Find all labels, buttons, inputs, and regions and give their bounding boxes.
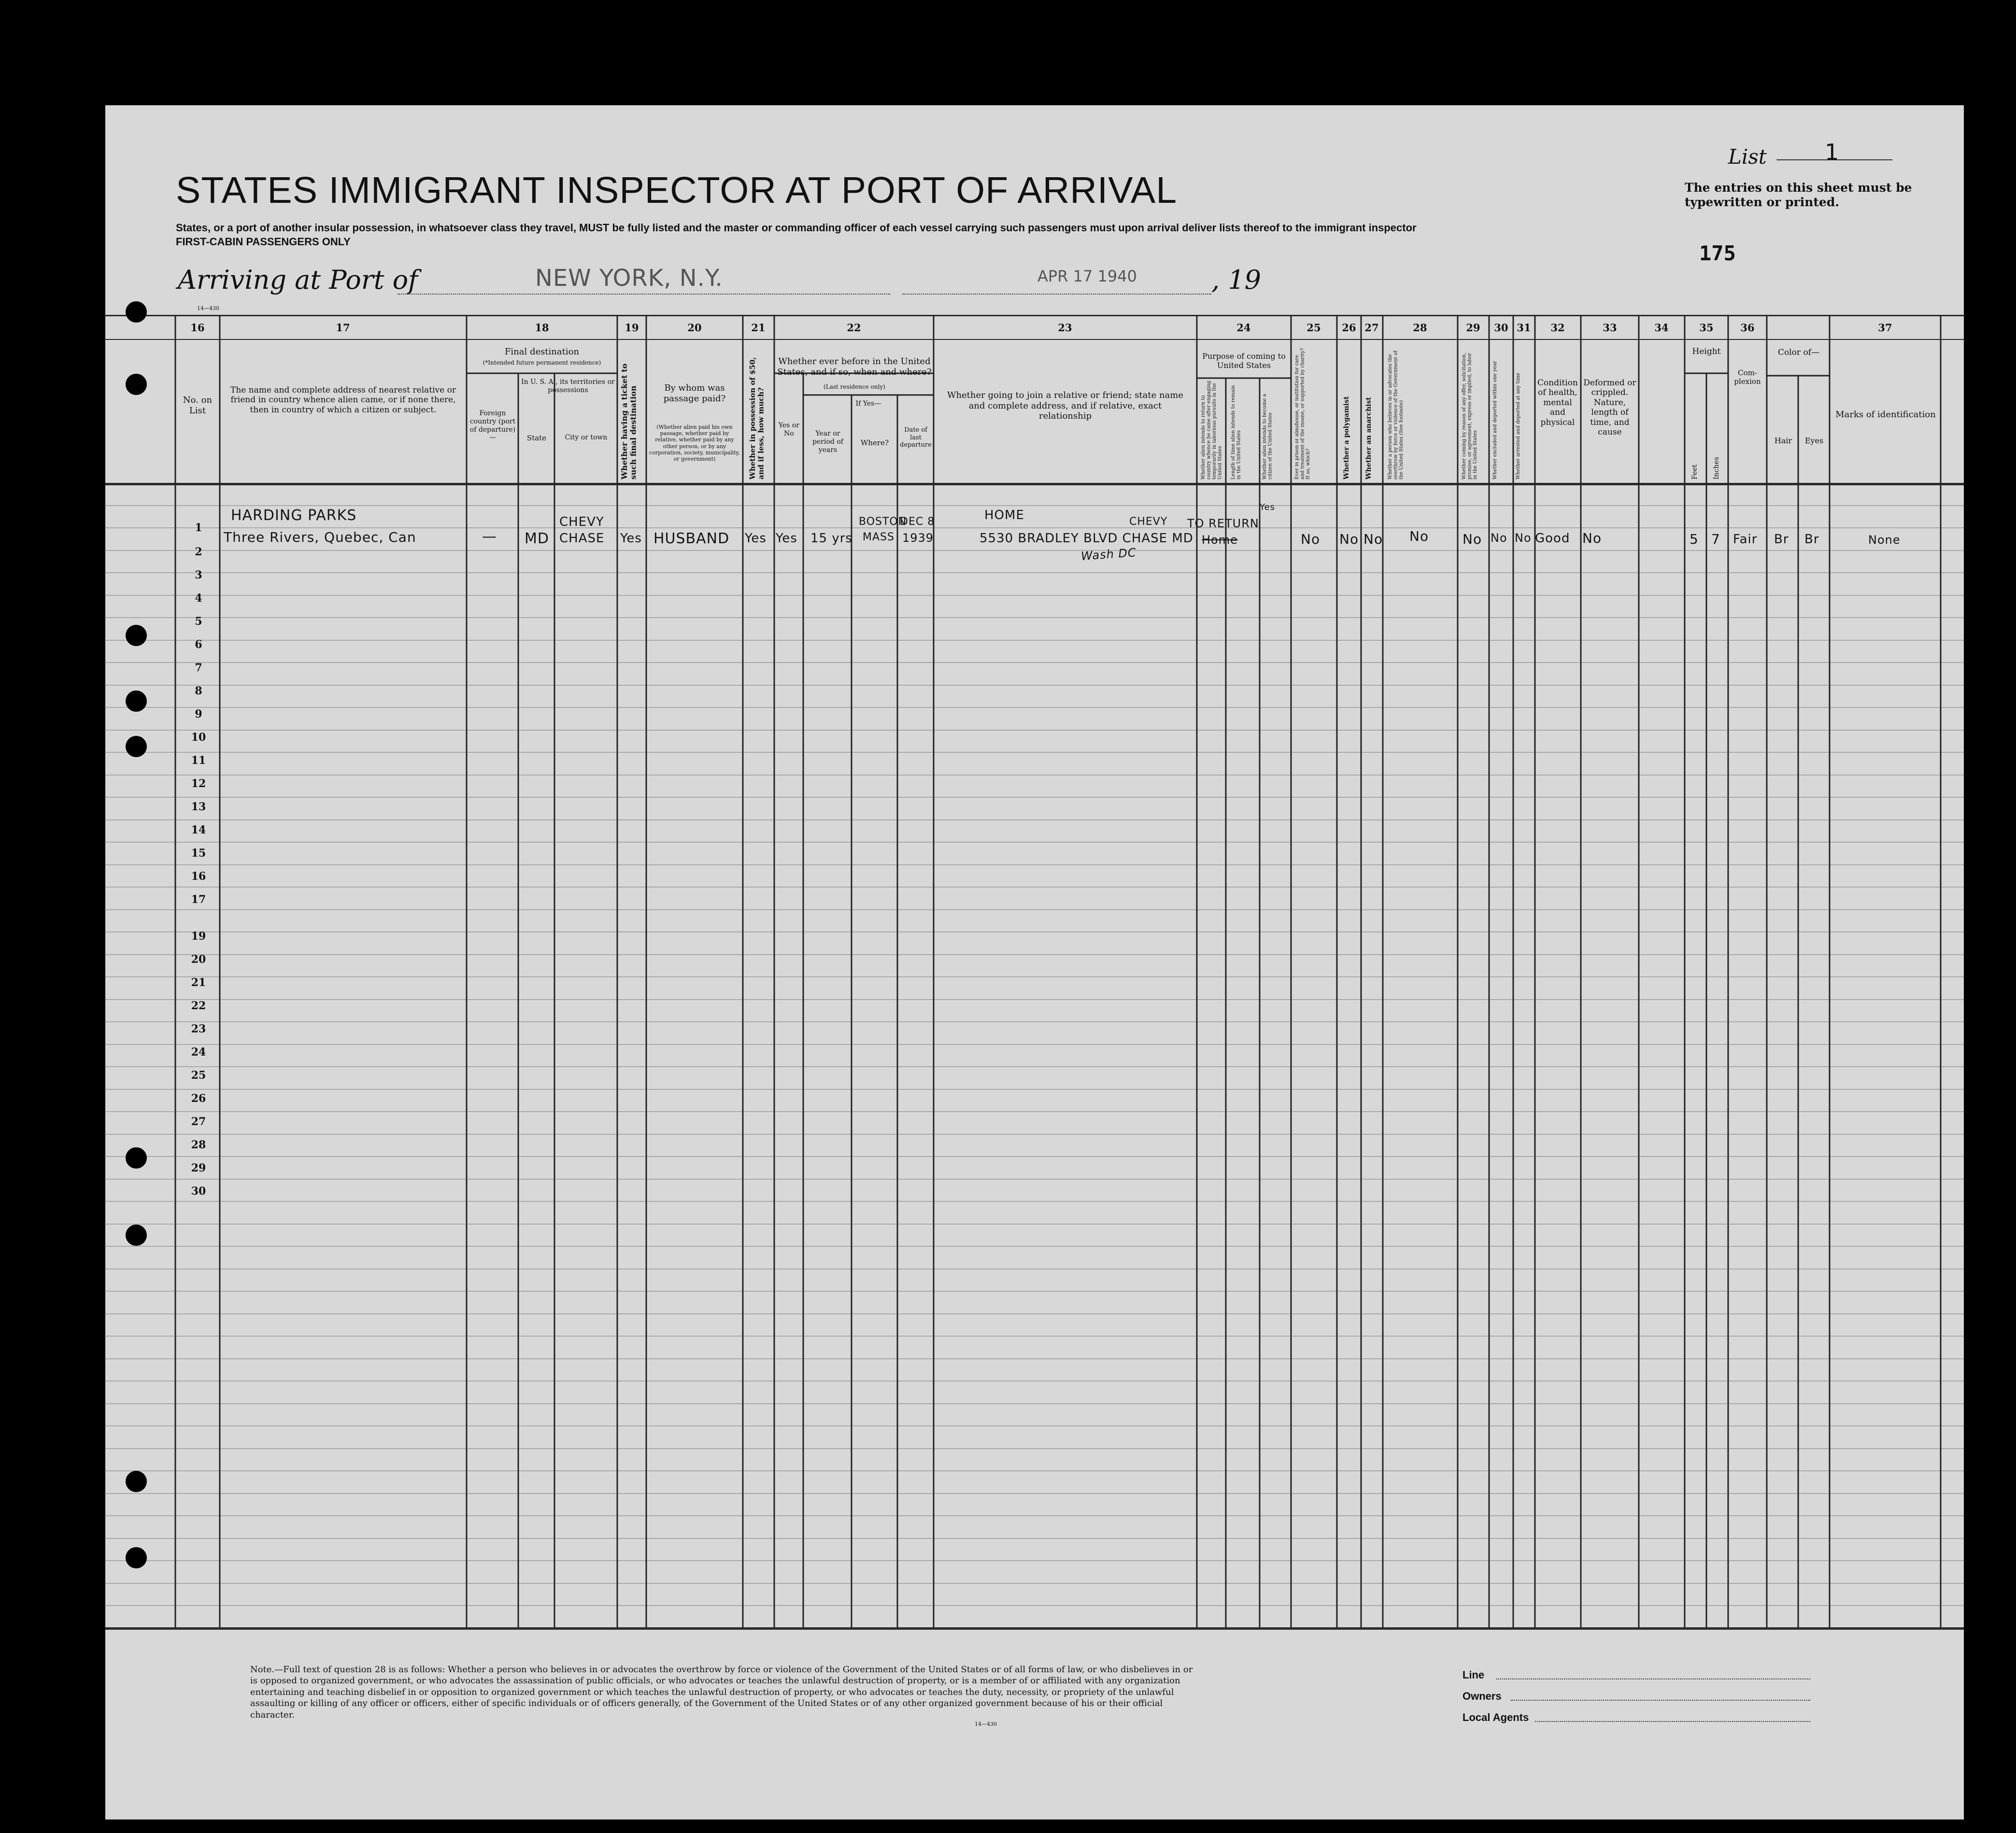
- footer-line-label: Line: [1462, 1669, 1485, 1681]
- header-passage-paid-note: (Whether alien paid his own passage, whether paid by relative, whether paid by any other person, or by any corporation, society, municipality, or government): [649, 424, 740, 462]
- footer-form-number: 14—430: [975, 1721, 997, 1727]
- arriving-label: Arriving at Port of: [178, 265, 418, 295]
- binder-hole: [126, 1471, 147, 1492]
- header-prison: Ever in prison or almshouse, or institution for care and treatment of the insane, or supported by charity? If so, which?: [1294, 348, 1311, 479]
- class-line: FIRST-CABIN PASSENGERS ONLY: [176, 236, 351, 248]
- manifest-sheet: [105, 105, 1964, 1819]
- header-year-period: Year or period of years: [812, 430, 843, 454]
- entry-purpose-yes: Yes: [1260, 502, 1276, 512]
- footer-owners-field: [1511, 1700, 1810, 1701]
- entry-q31: No: [1515, 531, 1532, 545]
- header-inches: Inches: [1713, 457, 1720, 479]
- column-number-28: 28: [1413, 322, 1427, 334]
- row-lines: [105, 105, 1964, 1819]
- entry-relative-name: HARDING PARKS: [231, 507, 357, 524]
- binder-hole: [126, 1225, 147, 1246]
- entry-ticket: Yes: [620, 531, 642, 546]
- row-number: 19: [191, 930, 206, 943]
- header-fifty-dollars: Whether in possession of $50, and if less, how much?: [748, 357, 766, 479]
- page-title: STATES IMMIGRANT INSPECTOR AT PORT OF ARRIVAL: [176, 169, 1178, 211]
- header-anarchist: Whether an anarchist: [1365, 397, 1373, 479]
- row-number: 11: [191, 754, 206, 767]
- entry-where-line1: BOSTON: [859, 516, 907, 528]
- column-number-31: 31: [1517, 322, 1531, 334]
- entry-q29: No: [1462, 531, 1482, 547]
- entry-state: MD: [525, 530, 549, 547]
- header-foreign-country: Foreign country (port of departure)—: [469, 409, 516, 442]
- header-q30: Whether excluded and deported within one year: [1492, 361, 1498, 479]
- header-purpose-c: Whether alien intends to become a citizen of the United States: [1262, 394, 1273, 479]
- column-number-30: 30: [1494, 322, 1508, 334]
- row-number: 4: [195, 592, 202, 605]
- year-label: , 19: [1211, 265, 1262, 295]
- row-number: 10: [191, 731, 206, 744]
- column-number-37: 37: [1878, 322, 1892, 334]
- entry-health: Good: [1535, 531, 1570, 546]
- header-usa-territories: In U. S. A., its territories or possessions: [521, 378, 615, 394]
- header-purpose-b: Length of time alien intends to remain in the United States: [1231, 385, 1242, 479]
- header-no-on-list: No. on List: [183, 395, 213, 416]
- form-number-top: 14—430: [197, 305, 219, 311]
- entry-joining-line1: HOME: [984, 508, 1024, 522]
- footer-agents-field: [1535, 1721, 1810, 1722]
- header-final-destination: Final destination: [504, 347, 580, 357]
- column-number-20: 20: [687, 322, 702, 334]
- entry-purpose-line1: TO RETURN: [1187, 517, 1259, 530]
- column-number-26: 26: [1342, 322, 1356, 334]
- entry-eyes: Br: [1804, 532, 1819, 547]
- column-number-35: 35: [1699, 322, 1714, 334]
- column-number-32: 32: [1550, 322, 1565, 334]
- column-number-29: 29: [1466, 322, 1480, 334]
- row-number: 3: [195, 569, 202, 581]
- entry-fifty-dollars: Yes: [745, 531, 767, 546]
- entry-city-line1: CHEVY: [559, 515, 604, 529]
- row-number: 14: [191, 824, 206, 836]
- footer-note: Note.—Full text of question 28 is as follows: Whether a person who believes in or advocates the overthrow by force or violence of the Government of the United States or of all forms of law, or who disbelieves in or is opposed to organized government, or who advocates the assassination of public officials, or who advocates or teaches the unlawful destruction of property, or is a member of or affiliated with any organization entertaining and teaching disbelief in or opposition to organized government or which teaches the unlawful destruction of property, or who advocates or teaches the duty, necessity, or propriety of the unlawful assaulting or killing of any officer or officers, either of specific individuals or of officers generally, of the Government of the United States or of any other organized government because of his or their official character.: [250, 1664, 1193, 1720]
- port-value: NEW YORK, N.Y.: [535, 265, 723, 292]
- header-ever-before: Whether ever before in the United States, and if so, when and where?: [777, 356, 932, 377]
- header-final-destination-note: (*Intended future permanent residence): [483, 359, 601, 366]
- footer-agents-label: Local Agents: [1462, 1711, 1529, 1723]
- entry-joining-wash: Wash DC: [1080, 546, 1137, 563]
- sheet-number: 175: [1699, 241, 1736, 265]
- header-q31: Whether arrested and deported at any time: [1516, 372, 1521, 479]
- header-if-yes: If Yes—: [855, 400, 881, 408]
- row-number: 23: [191, 1023, 206, 1035]
- entry-foreign-country: —: [482, 528, 497, 545]
- entry-complexion: Fair: [1733, 532, 1758, 547]
- list-label: List: [1728, 145, 1767, 169]
- entry-joining-chevy: CHEVY: [1129, 516, 1168, 528]
- entries-note: The entries on this sheet must be typewritten or printed.: [1685, 181, 1912, 209]
- row-number: 9: [195, 708, 202, 720]
- header-deformed: Deformed or crippled. Nature, length of time, and cause: [1583, 378, 1636, 437]
- entry-ever-before: Yes: [776, 531, 797, 546]
- entry-inches: 7: [1711, 531, 1720, 547]
- header-marks: Marks of identification: [1835, 409, 1936, 420]
- entry-period: 15 yrs: [810, 531, 852, 546]
- header-ever-before-note: (Last residence only): [823, 383, 885, 390]
- header-purpose: Purpose of coming to United States: [1202, 352, 1286, 370]
- binder-hole: [126, 1147, 147, 1169]
- header-health: Condition of health, mental and physical: [1537, 378, 1578, 427]
- entry-departure-line1: DEC 8: [900, 516, 935, 528]
- row-number: 20: [191, 953, 206, 966]
- row-number: 26: [191, 1092, 206, 1105]
- row-number: 8: [195, 685, 202, 697]
- row-number: 28: [191, 1139, 206, 1151]
- entry-joining-line2: 5530 BRADLEY BLVD CHASE MD: [980, 531, 1193, 546]
- entry-q30: No: [1491, 531, 1507, 545]
- row-number: 15: [191, 847, 206, 860]
- header-yes-no: Yes or No: [778, 422, 800, 437]
- date-stamp: APR 17 1940: [1037, 267, 1137, 285]
- header-color-of: Color of—: [1778, 348, 1819, 357]
- header-ticket: Whether having a ticket to such final destination: [620, 363, 638, 479]
- binder-hole: [126, 625, 147, 646]
- binder-hole: [126, 736, 147, 757]
- row-number: 5: [195, 615, 202, 628]
- header-feet: Feet: [1691, 464, 1699, 479]
- column-number-18: 18: [535, 322, 549, 334]
- binder-hole: [126, 691, 147, 712]
- header-state: State: [526, 434, 547, 442]
- binder-hole: [126, 301, 147, 323]
- entry-polygamist: No: [1339, 531, 1359, 547]
- entry-city-line2: CHASE: [559, 531, 605, 546]
- row-number: 22: [191, 1000, 206, 1012]
- header-date-last-departure: Date of last departure: [900, 426, 932, 449]
- header-where: Where?: [860, 438, 889, 447]
- column-number-34: 34: [1654, 322, 1669, 334]
- entry-deformed: No: [1582, 530, 1602, 546]
- row-number: 17: [191, 893, 206, 906]
- subtitle: States, or a port of another insular possession, in whatsoever class they travel, MUST be fully listed and the master or commanding officer of each vessel carrying such passengers must upon arrival deliver lists thereof to the immigrant inspector: [176, 222, 1417, 234]
- row-number: 29: [191, 1162, 206, 1174]
- row-number: 13: [191, 801, 206, 813]
- column-number-33: 33: [1603, 322, 1617, 334]
- entry-where-line2: MASS: [863, 531, 894, 543]
- binder-hole: [126, 374, 147, 395]
- row-number: 2: [195, 546, 202, 558]
- entry-anarchist: No: [1363, 531, 1383, 547]
- header-q29: Whether coming by reason of any offer, solicitation, promise, or agreement, express or implied, to labor in the United States: [1462, 352, 1478, 479]
- entry-relative-address: Three Rivers, Quebec, Can: [224, 529, 416, 545]
- row-number: 27: [191, 1115, 206, 1128]
- column-number-36: 36: [1740, 322, 1755, 334]
- column-number-23: 23: [1058, 322, 1072, 334]
- row-number: 30: [191, 1185, 206, 1198]
- row-number: 25: [191, 1069, 206, 1082]
- header-passage-paid: By whom was passage paid?: [663, 383, 726, 404]
- column-number-21: 21: [751, 322, 766, 334]
- header-purpose-a: Whether alien intends to return to country whence he came after engaging temporarily in laborious pursuits in the United States: [1201, 381, 1223, 479]
- column-number-16: 16: [190, 322, 205, 334]
- row-number: 21: [191, 976, 206, 989]
- entry-hair: Br: [1774, 532, 1789, 547]
- entry-departure-line2: 1939: [902, 531, 934, 545]
- entry-prison: No: [1301, 531, 1320, 547]
- footer-line-field: [1496, 1678, 1810, 1679]
- row-number: 1: [195, 522, 202, 534]
- header-city: City or town: [565, 434, 608, 441]
- column-number-19: 19: [625, 322, 639, 334]
- row-number: 16: [191, 870, 206, 883]
- header-hair: Hair: [1774, 436, 1792, 445]
- entry-q28: No: [1409, 528, 1429, 544]
- row-number: 24: [191, 1046, 206, 1058]
- header-q28: Whether a person who believes in or advocates the overthrow by force or violence of the Government of the United States (See footnote): [1388, 351, 1404, 479]
- column-number-22: 22: [847, 322, 861, 334]
- header-complexion: Com-plexion: [1734, 368, 1761, 386]
- binder-hole: [126, 1547, 147, 1568]
- column-number-25: 25: [1306, 322, 1321, 334]
- header-polygamist: Whether a polygamist: [1343, 396, 1350, 479]
- column-number-27: 27: [1364, 322, 1379, 334]
- entry-feet: 5: [1689, 531, 1699, 547]
- header-relative-address: The name and complete address of nearest relative or friend in country whence alien came, or if none there, then in country of which a citizen or subject.: [230, 385, 456, 415]
- entry-purpose-home: Home: [1202, 533, 1238, 547]
- list-number: 1: [1825, 139, 1839, 165]
- row-number: 6: [195, 638, 202, 651]
- header-joining: Whether going to join a relative or friend; state name and complete address, and if relative, exact relationship: [947, 390, 1184, 422]
- entry-marks: None: [1868, 533, 1901, 547]
- row-number: 7: [195, 662, 202, 674]
- column-number-24: 24: [1236, 322, 1251, 334]
- header-height: Height: [1692, 347, 1721, 356]
- header-eyes: Eyes: [1804, 436, 1824, 445]
- row-number: 12: [191, 777, 206, 790]
- entry-passage-paid: HUSBAND: [653, 530, 730, 547]
- column-number-17: 17: [336, 322, 350, 334]
- footer-owners-label: Owners: [1462, 1690, 1502, 1702]
